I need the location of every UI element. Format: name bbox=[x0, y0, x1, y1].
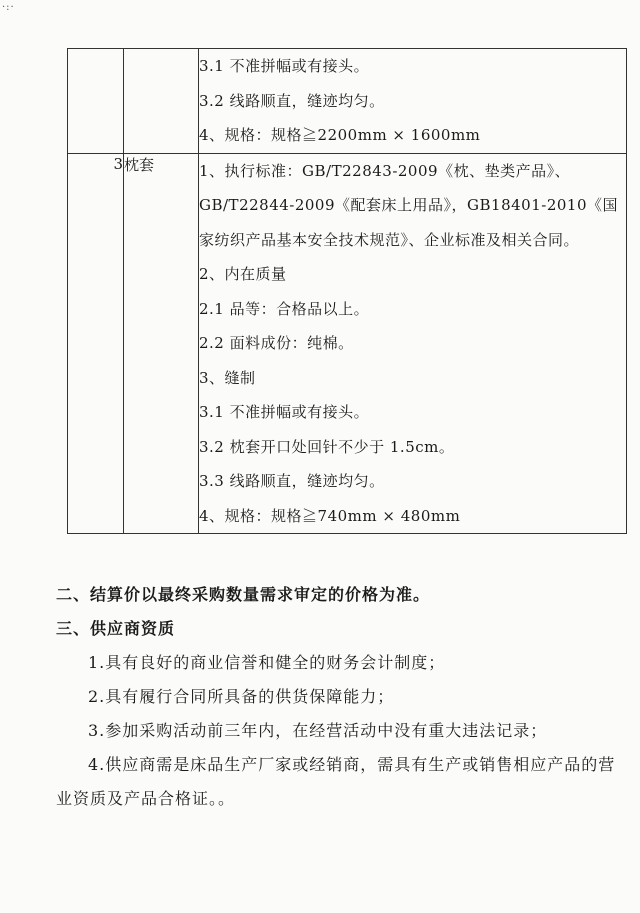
requirement-line: 3.3 线路顺直，缝迹均匀。 bbox=[199, 472, 385, 490]
item-name: 枕套 bbox=[124, 155, 155, 174]
requirement-line: 3.2 线路顺直，缝迹均匀。 bbox=[199, 91, 385, 110]
requirement-line: 1、执行标准：GB/T22843-2009《枕、垫类产品》、GB/T22844-2009《配套床上用品》，GB18401-2010《国家纺织产品基本安全技术规范》、企业标准及相关合同。 bbox=[199, 161, 618, 249]
supplier-item: 3.参加采购活动前三年内，在经营活动中没有重大违法记录； bbox=[88, 721, 548, 740]
requirement-line: 2、内在质量 bbox=[199, 265, 287, 283]
scan-mark: ·:· bbox=[2, 2, 15, 13]
requirement-line: 3.1 不准拼幅或有接头。 bbox=[199, 57, 370, 75]
item-name-cell bbox=[124, 49, 199, 154]
row-number-cell bbox=[68, 49, 124, 154]
requirements-cell bbox=[199, 49, 627, 154]
requirement-line: 3.1 不准拼幅或有接头。 bbox=[199, 403, 370, 421]
item-name-cell bbox=[124, 153, 199, 534]
row-number: 3 bbox=[113, 154, 123, 173]
table-row bbox=[68, 49, 627, 154]
requirement-line: 3、缝制 bbox=[199, 368, 256, 387]
requirement-line: 2.2 面料成份：纯棉。 bbox=[199, 334, 354, 352]
spec-table bbox=[67, 48, 627, 534]
row-number-cell bbox=[68, 153, 124, 534]
requirement-line: 4、规格：规格≧2200mm × 1600mm bbox=[199, 126, 481, 144]
supplier-item: 4.供应商需是床品生产厂家或经销商，需具有生产或销售相应产品的营业资质及产品合格证。。 bbox=[56, 755, 616, 808]
table-row bbox=[68, 153, 627, 534]
requirement-line: 4、规格：规格≧740mm × 480mm bbox=[199, 506, 461, 525]
supplier-heading: 三、供应商资质 bbox=[56, 619, 176, 638]
supplier-item: 2.具有履行合同所具备的供货保障能力； bbox=[88, 687, 395, 706]
settlement-heading: 二、结算价以最终采购数量需求审定的价格为准。 bbox=[56, 585, 431, 604]
requirements-cell bbox=[199, 153, 627, 534]
requirement-line: 3.2 枕套开口处回针不少于 1.5cm。 bbox=[199, 437, 455, 456]
body-text bbox=[56, 578, 616, 816]
requirement-line: 2.1 品等：合格品以上。 bbox=[199, 299, 370, 318]
supplier-item: 1.具有良好的商业信誉和健全的财务会计制度； bbox=[88, 653, 446, 672]
